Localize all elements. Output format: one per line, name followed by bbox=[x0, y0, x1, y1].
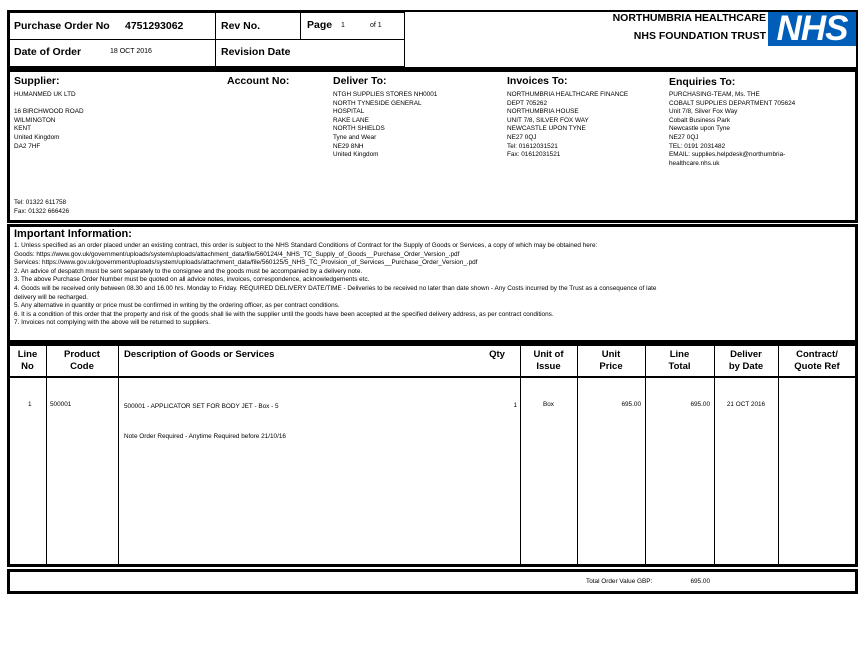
deliver-to-label: Deliver To: bbox=[333, 75, 387, 87]
nhs-logo-text: NHS bbox=[776, 9, 848, 48]
important-line: 2. An advice of despatch must be sent separately to the consignee and the goods must be accompanied by a delivery note. bbox=[14, 267, 363, 275]
important-text bbox=[14, 242, 852, 328]
account-label: Account No: bbox=[227, 75, 290, 87]
cell-qty: 1 bbox=[513, 402, 517, 409]
col-divider bbox=[577, 345, 578, 565]
col-divider bbox=[118, 345, 119, 565]
col-divider bbox=[46, 345, 47, 565]
deliver-to-address bbox=[333, 91, 437, 160]
deliver-line: HOSPITAL bbox=[333, 108, 365, 116]
cell-description: 500001 - APPLICATOR SET FOR BODY JET - Box - 5 bbox=[124, 403, 279, 410]
th-description: Description of Goods or Services bbox=[124, 349, 275, 360]
supplier-line: 16 BIRCHWOOD ROAD bbox=[14, 108, 84, 116]
total-inner bbox=[9, 571, 856, 592]
supplier-fax: Fax: 01322 666426 bbox=[14, 208, 70, 215]
cell-unit-price: 695.00 bbox=[621, 401, 641, 408]
enquiries-to-address bbox=[669, 91, 795, 168]
invoice-line: UNIT 7/8, SILVER FOX WAY bbox=[507, 116, 589, 124]
enquiry-line: Newcastle upon Tyne bbox=[669, 125, 730, 133]
cell-line-no: 1 bbox=[28, 401, 32, 408]
enquiry-line: Cobalt Business Park bbox=[669, 116, 731, 124]
invoice-line: DEPT 705262 bbox=[507, 99, 548, 107]
header-vline-2 bbox=[300, 12, 301, 39]
page-number: 1 bbox=[341, 22, 345, 29]
invoices-to-address bbox=[507, 91, 628, 160]
supplier-line: HUMANMED UK LTD bbox=[14, 91, 76, 98]
invoice-line: NORTHUMBRIA HOUSE bbox=[507, 108, 579, 116]
total-value: 695.00 bbox=[690, 578, 710, 585]
col-divider bbox=[645, 345, 646, 565]
supplier-line bbox=[14, 100, 84, 109]
enquiry-line: Unit 7/8, Silver Fox Way bbox=[669, 108, 738, 116]
date-value: 18 OCT 2016 bbox=[110, 48, 152, 55]
important-line: 5. Any alternative in quantity or price must be confirmed in writing by the ordering officer, as per contract conditions. bbox=[14, 302, 340, 310]
deliver-line: NTGH SUPPLIES STORES NH0001 bbox=[333, 91, 438, 98]
items-inner bbox=[9, 345, 856, 565]
cell-deliver-by: 21 OCT 2016 bbox=[726, 401, 766, 408]
deliver-line: United Kingdom bbox=[333, 151, 379, 159]
page-of: of 1 bbox=[370, 22, 382, 29]
enquiry-line: PURCHASING-TEAM, Ms. THE bbox=[669, 91, 760, 98]
invoices-to-label: Invoices To: bbox=[507, 75, 568, 87]
important-line: 7. Invoices not complying with the above will be returned to suppliers. bbox=[14, 319, 211, 327]
nhs-logo bbox=[768, 9, 856, 48]
th-contract: Contract/ Quote Ref bbox=[794, 349, 840, 372]
invoice-line: Fax: 01612031521 bbox=[507, 151, 561, 159]
invoice-line: Tel: 01612031521 bbox=[507, 142, 558, 150]
invoice-line: NEWCASTLE UPON TYNE bbox=[507, 125, 586, 133]
enquiry-line: NE27 0QJ bbox=[669, 133, 699, 141]
org-name-line2: NHS FOUNDATION TRUST bbox=[633, 30, 766, 42]
th-unit-price: Unit Price bbox=[599, 349, 623, 372]
po-number: 4751293062 bbox=[125, 20, 184, 32]
th-line-total: Line Total bbox=[668, 349, 691, 372]
supplier-line: WILMINGTON bbox=[14, 116, 56, 124]
po-label: Purchase Order No bbox=[14, 20, 110, 32]
supplier-tel: Tel: 01322 611758 bbox=[14, 199, 67, 206]
invoice-line: NE27 0QJ bbox=[507, 133, 537, 141]
deliver-line: NE29 8NH bbox=[333, 142, 364, 150]
important-line: delivery will be recharged. bbox=[14, 293, 88, 301]
important-line: Services: https://www.gov.uk/government/uploads/system/uploads/attachment_data/file/560125/5_NHS_TC_Provision_of_Services__Purchase_Order_Version_.pdf bbox=[14, 259, 478, 267]
header-vline-1 bbox=[215, 12, 216, 67]
supplier-line: DA2 7HF bbox=[14, 142, 41, 150]
deliver-line: RAKE LANE bbox=[333, 116, 369, 124]
important-line: 3. The above Purchase Order Number must be quoted on all advice notes, invoices, correspondence, acknowledgements etc. bbox=[14, 276, 370, 284]
th-product-code: Product Code bbox=[64, 349, 100, 372]
th-deliver-by: Deliver by Date bbox=[728, 349, 764, 372]
org-name-line1: NORTHUMBRIA HEALTHCARE bbox=[612, 12, 766, 24]
deliver-line: NORTH SHIELDS bbox=[333, 125, 385, 133]
page-label: Page bbox=[307, 19, 333, 31]
important-label: Important Information: bbox=[14, 228, 132, 240]
col-divider bbox=[778, 345, 779, 565]
cell-product-code: 500001 bbox=[50, 401, 72, 408]
deliver-line: NORTH TYNESIDE GENERAL bbox=[333, 99, 422, 107]
important-line: Goods: https://www.gov.uk/government/uploads/system/uploads/attachment_data/file/560124/4_NHS_TC_Supply_of_Goods__Purchase_Order_Version_.pdf bbox=[14, 250, 460, 258]
items-header-rule bbox=[9, 376, 856, 378]
th-unit-of-issue: Unit of Issue bbox=[533, 349, 564, 372]
important-line: 1. Unless specified as an order placed under an existing contract, this order is subject to the NHS Standard Conditions of Contract for the Supply of Goods or Services, a copy of which may be obtained here: bbox=[14, 242, 598, 249]
enquiry-line: healthcare.nhs.uk bbox=[669, 159, 720, 167]
total-label: Total Order Value GBP: bbox=[586, 578, 653, 585]
enquiry-line: TEL: 0191 2031482 bbox=[669, 142, 726, 150]
col-divider bbox=[520, 345, 521, 565]
header-hline bbox=[9, 39, 405, 40]
rev-label: Rev No. bbox=[221, 20, 261, 32]
supplier-address bbox=[14, 91, 84, 151]
revision-date-label: Revision Date bbox=[221, 46, 291, 58]
supplier-label: Supplier: bbox=[14, 75, 60, 87]
col-divider bbox=[714, 345, 715, 565]
th-line-no: Line No bbox=[17, 349, 38, 372]
cell-line-total: 695.00 bbox=[690, 401, 710, 408]
enquiry-line: EMAIL: supplies.helpdesk@northumbria- bbox=[669, 151, 786, 159]
important-line: 4. Goods will be received only between 08.30 and 16.00 hrs. Monday to Friday. REQUIRED DELIVERY DATE/TIME - Deliveries to be received no later than date shown - Any Costs incurred by the Trust as a consequence of late bbox=[14, 284, 657, 292]
date-label: Date of Order bbox=[14, 46, 82, 58]
enquiries-to-label: Enquiries To: bbox=[669, 76, 736, 88]
cell-note: Note Order Required - Anytime Required before 21/10/16 bbox=[124, 433, 286, 440]
cell-unit: Box bbox=[542, 401, 554, 408]
deliver-line: Tyne and Wear bbox=[333, 133, 377, 141]
invoice-line: NORTHUMBRIA HEALTHCARE FINANCE bbox=[507, 91, 629, 98]
supplier-line: KENT bbox=[14, 125, 32, 133]
supplier-line: United Kingdom bbox=[14, 133, 60, 141]
enquiry-line: COBALT SUPPLIES DEPARTMENT 705624 bbox=[669, 99, 796, 107]
th-qty: Qty bbox=[489, 349, 505, 360]
important-line: 6. It is a condition of this order that the property and risk of the goods shall lie with the supplier until the goods have been accepted at the specified delivery address, as per contract conditions. bbox=[14, 310, 554, 318]
